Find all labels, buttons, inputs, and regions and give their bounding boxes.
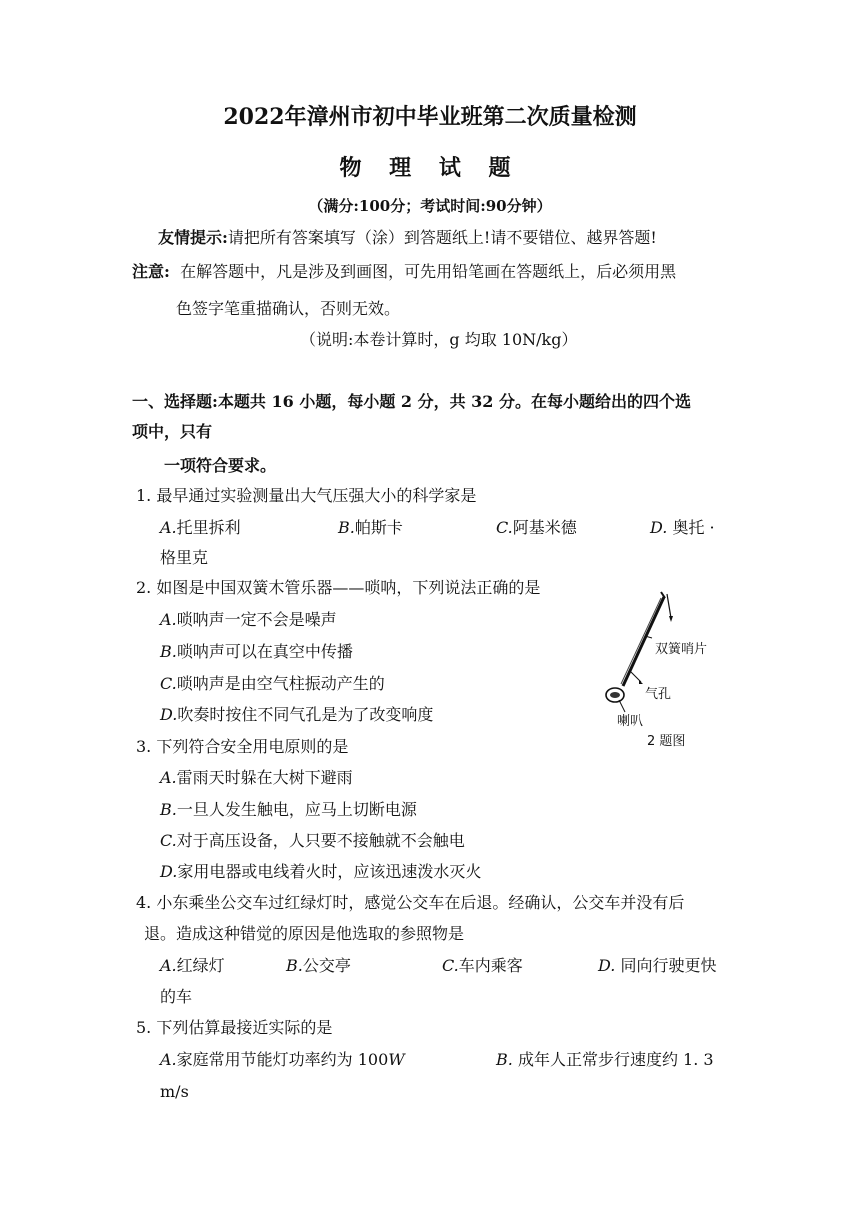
tips-text: 请把所有答案填写（涂）到答题纸上!请不要错位、越界答题! [227, 228, 657, 247]
question-3-stem: 3. 下列符合安全用电原则的是 [136, 737, 349, 756]
notice-text-1: 在解答题中，凡是涉及到画图，可先用铅笔画在答题纸上，后必须用黑 [180, 262, 677, 281]
suona-figure [595, 588, 730, 753]
tips-line [158, 228, 657, 248]
question-2-option-a: A.唢呐声一定不会是噪声 [160, 610, 337, 629]
question-4-option-b: B.公交亭 [286, 956, 351, 975]
question-3-option-d: D.家用电器或电线着火时，应该迅速泼水灭火 [160, 862, 482, 881]
notice-label: 注意: [132, 262, 170, 281]
figure-label-bell: 喇叭 [617, 714, 644, 729]
question-3-option-b: B.一旦人发生触电，应马上切断电源 [160, 800, 417, 819]
section-heading-3: 一项符合要求。 [164, 456, 277, 475]
exam-meta: （满分:100分；考试时间:90分钟） [308, 197, 552, 215]
question-5-option-b: B. 成年人正常步行速度约 1. 3 [496, 1050, 714, 1069]
question-2-option-b: B.唢呐声可以在真空中传播 [160, 642, 353, 661]
question-5-option-a: A.家庭常用节能灯功率约为 100W [160, 1050, 405, 1069]
question-1-option-d-wrap: 格里克 [160, 548, 209, 567]
question-1-option-b: B.帕斯卡 [338, 518, 403, 537]
notice-text-2: 色签字笔重描确认，否则无效。 [176, 299, 401, 318]
suona-illustration [595, 588, 730, 753]
question-1-option-a: A.托里拆利 [160, 518, 241, 537]
question-1-option-d: D. 奥托 · [650, 518, 715, 537]
question-4-option-d: D. 同向行驶更快 [598, 956, 717, 975]
question-2-option-c: C.唢呐声是由空气柱振动产生的 [160, 674, 385, 693]
question-1-stem: 1. 最早通过实验测量出大气压强大小的科学家是 [136, 486, 477, 505]
question-2-stem: 2. 如图是中国双簧木管乐器——唢呐，下列说法正确的是 [136, 578, 541, 597]
question-4-option-d-wrap: 的车 [160, 987, 193, 1006]
question-4-option-a: A.红绿灯 [160, 956, 225, 975]
section-heading-2: 项中，只有 [132, 422, 213, 441]
exam-subject: 物 理 试 题 [339, 155, 521, 181]
question-4-stem-2: 退。造成这种错觉的原因是他选取的参照物是 [144, 924, 465, 943]
section-heading-1: 一、选择题:本题共 16 小题，每小题 2 分，共 32 分。在每小题给出的四个选 [132, 392, 691, 411]
question-1-option-c: C.阿基米德 [496, 518, 577, 537]
question-4-stem-1: 4. 小东乘坐公交车过红绿灯时，感觉公交车在后退。经确认，公交车并没有后 [136, 893, 685, 912]
question-4-option-c: C.车内乘客 [442, 956, 523, 975]
question-3-option-a: A.雷雨天时躲在大树下避雨 [160, 768, 353, 787]
question-5-stem: 5. 下列估算最接近实际的是 [136, 1018, 333, 1037]
question-5-option-b-wrap: m/s [160, 1082, 189, 1101]
question-3-option-c: C.对于高压设备，人只要不接触就不会触电 [160, 831, 465, 850]
exam-title: 2022年漳州市初中毕业班第二次质量检测 [223, 104, 637, 130]
notice-line [132, 262, 676, 282]
tips-label: 友情提示: [158, 228, 228, 247]
question-2-option-d: D.吹奏时按住不同气孔是为了改变响度 [160, 705, 434, 724]
figure-caption: 2 题图 [647, 734, 686, 749]
explain-note: （说明:本卷计算时，g 均取 10N/kg） [300, 330, 578, 349]
figure-label-reed: 双簧哨片 [655, 642, 708, 657]
figure-label-hole: 气孔 [645, 687, 672, 702]
